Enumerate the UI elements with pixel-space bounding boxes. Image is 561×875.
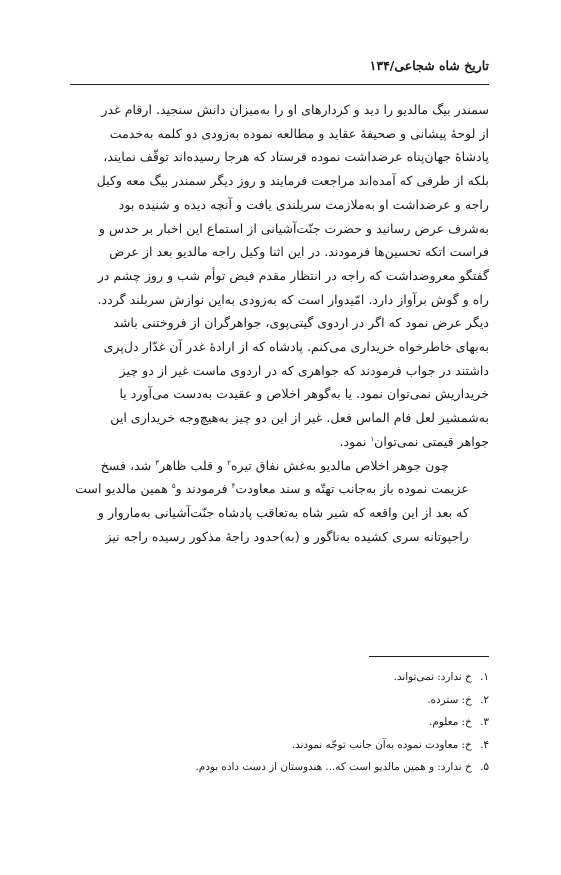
footnote-marker[interactable]: ۵ xyxy=(171,482,176,491)
footnote-marker[interactable]: ۳ xyxy=(155,458,160,467)
footnote-item xyxy=(70,711,489,734)
text-line: خریداریش نمی‌توان نمود. یا به‌گوهر اخلاص و عقیدت به‌دست می‌آورد یا xyxy=(119,386,489,402)
footnote-text: خ: معاودت نموده به‌آن جانب توجّه نمودند. xyxy=(291,738,472,751)
text-line-last xyxy=(70,430,489,454)
footnote-text: خ ندارد: و همین مالدیو است که... هندوستان از دست داده بودم. xyxy=(195,761,472,773)
text-segment: نمود. xyxy=(339,433,371,449)
footnote-item xyxy=(70,689,489,712)
text-line: از لوحهٔ پیشانی و صحیفهٔ عقاید و مطالعه نموده به‌زودی دو کلمه به‌خدمت xyxy=(109,125,489,141)
footnote-item xyxy=(70,756,489,779)
footnote-marker[interactable]: ۱ xyxy=(370,434,375,443)
footnote-number: ۳. xyxy=(480,716,489,728)
text-line: پادشاهٔ جهان‌پناه عرضداشت نموده فرستاد که هرجا رسیده‌اند توقّف نمایند، xyxy=(103,149,489,165)
footnote-text: خ: سترده. xyxy=(427,693,472,706)
text-line: به‌شرف عرض رسانید و حضرت جنّت‌آشیانی از استماع این اخبار بر حدس و xyxy=(98,220,489,236)
text-line: به‌بهای خاطرخواه خریداری می‌کنم. پادشاه که از ارادهٔ غدر آن غدّار دل‌پری xyxy=(103,339,489,355)
text-line: راجپوتانه سری کشیده به‌ناگور و (به)حدود راجهٔ مذکور رسیده راجه نیز xyxy=(105,528,469,544)
footnote-divider xyxy=(369,656,489,657)
text-line: گفتگو معروضداشت که راجه در انتظار مقدم فیض توأم شب و روز چشم در xyxy=(97,267,489,283)
header-divider xyxy=(70,84,489,85)
text-line: که بعد از این واقعه که شیر شاه به‌تعاقب پادشاه جنّت‌آشیانی به‌ماروار و xyxy=(97,504,469,520)
footnote-item xyxy=(70,734,489,757)
page-header-title: تاریخ شاه شجاعی/۱۳۴ xyxy=(369,58,489,73)
text-segment: شد، فسخ xyxy=(100,457,156,473)
text-line xyxy=(70,477,489,501)
footnote-text: خ ندارد: نمی‌تواند. xyxy=(393,671,472,683)
paragraph-2 xyxy=(70,454,489,549)
running-header xyxy=(70,58,489,80)
text-line: دیگر عرض نمود که اگر در اردوی گیتی‌پوی، جواهرگران از فروختنی باشد xyxy=(113,315,489,331)
footnote-number: ۲. xyxy=(480,693,489,706)
main-text xyxy=(70,98,489,548)
text-segment: چون جوهر اخلاص مالدیو به‌غش نفاق تیره xyxy=(230,457,449,473)
footnote-number: ۵. xyxy=(480,761,489,773)
footnote-number: ۱. xyxy=(480,671,489,683)
footnotes xyxy=(70,666,489,779)
text-segment: و قلب ظاهر xyxy=(159,457,228,473)
text-line: راجه و عرضداشت او به‌ملازمت سربلندی یافت و آنچه دیده و شنیده بود xyxy=(118,196,489,212)
footnote-marker[interactable]: ۴ xyxy=(231,482,236,491)
text-line: راه و گوش برآواز دارد. امّیدوار است که به‌زودی به‌این نوازش سربلند گردد. xyxy=(97,291,489,307)
text-line: سمندر بیگ مالدیو را دید و کردارهای او را به‌میزان دانش سنجید. ارقام غدر xyxy=(101,102,489,117)
text-segment: عزیمت نموده باز به‌جانب تهتّه و سند معاودت xyxy=(235,481,469,497)
paragraph-1 xyxy=(70,98,489,454)
text-line xyxy=(70,454,489,478)
footnote-item xyxy=(70,666,489,689)
footnote-number: ۴. xyxy=(480,738,489,751)
text-segment: همین مالدیو است xyxy=(75,481,172,497)
text-segment: جواهر قیمتی نمی‌توان xyxy=(374,433,489,449)
text-line: داشتند در جواب فرمودند که جواهری که در اردوی ماست غیر از دو چیز xyxy=(119,362,489,378)
text-line: فراست اتکه تحسین‌ها فرمودند. در این اثنا وکیل راجه مالدیو بعد از عرض xyxy=(109,244,489,260)
footnote-marker[interactable]: ۲ xyxy=(227,458,231,467)
footnote-text: خ: معلوم. xyxy=(429,716,472,728)
text-line: به‌شمشیر لعل فام الماس فعل. غیر از این دو چیز به‌هیچ‌وجه خریداری این xyxy=(110,410,489,426)
text-line: بلکه از طرفی که آمده‌اند مراجعت فرمایند و روز دیگر سمندر بیگ معه وکیل xyxy=(96,173,489,189)
text-segment: فرمودند و xyxy=(175,481,232,497)
